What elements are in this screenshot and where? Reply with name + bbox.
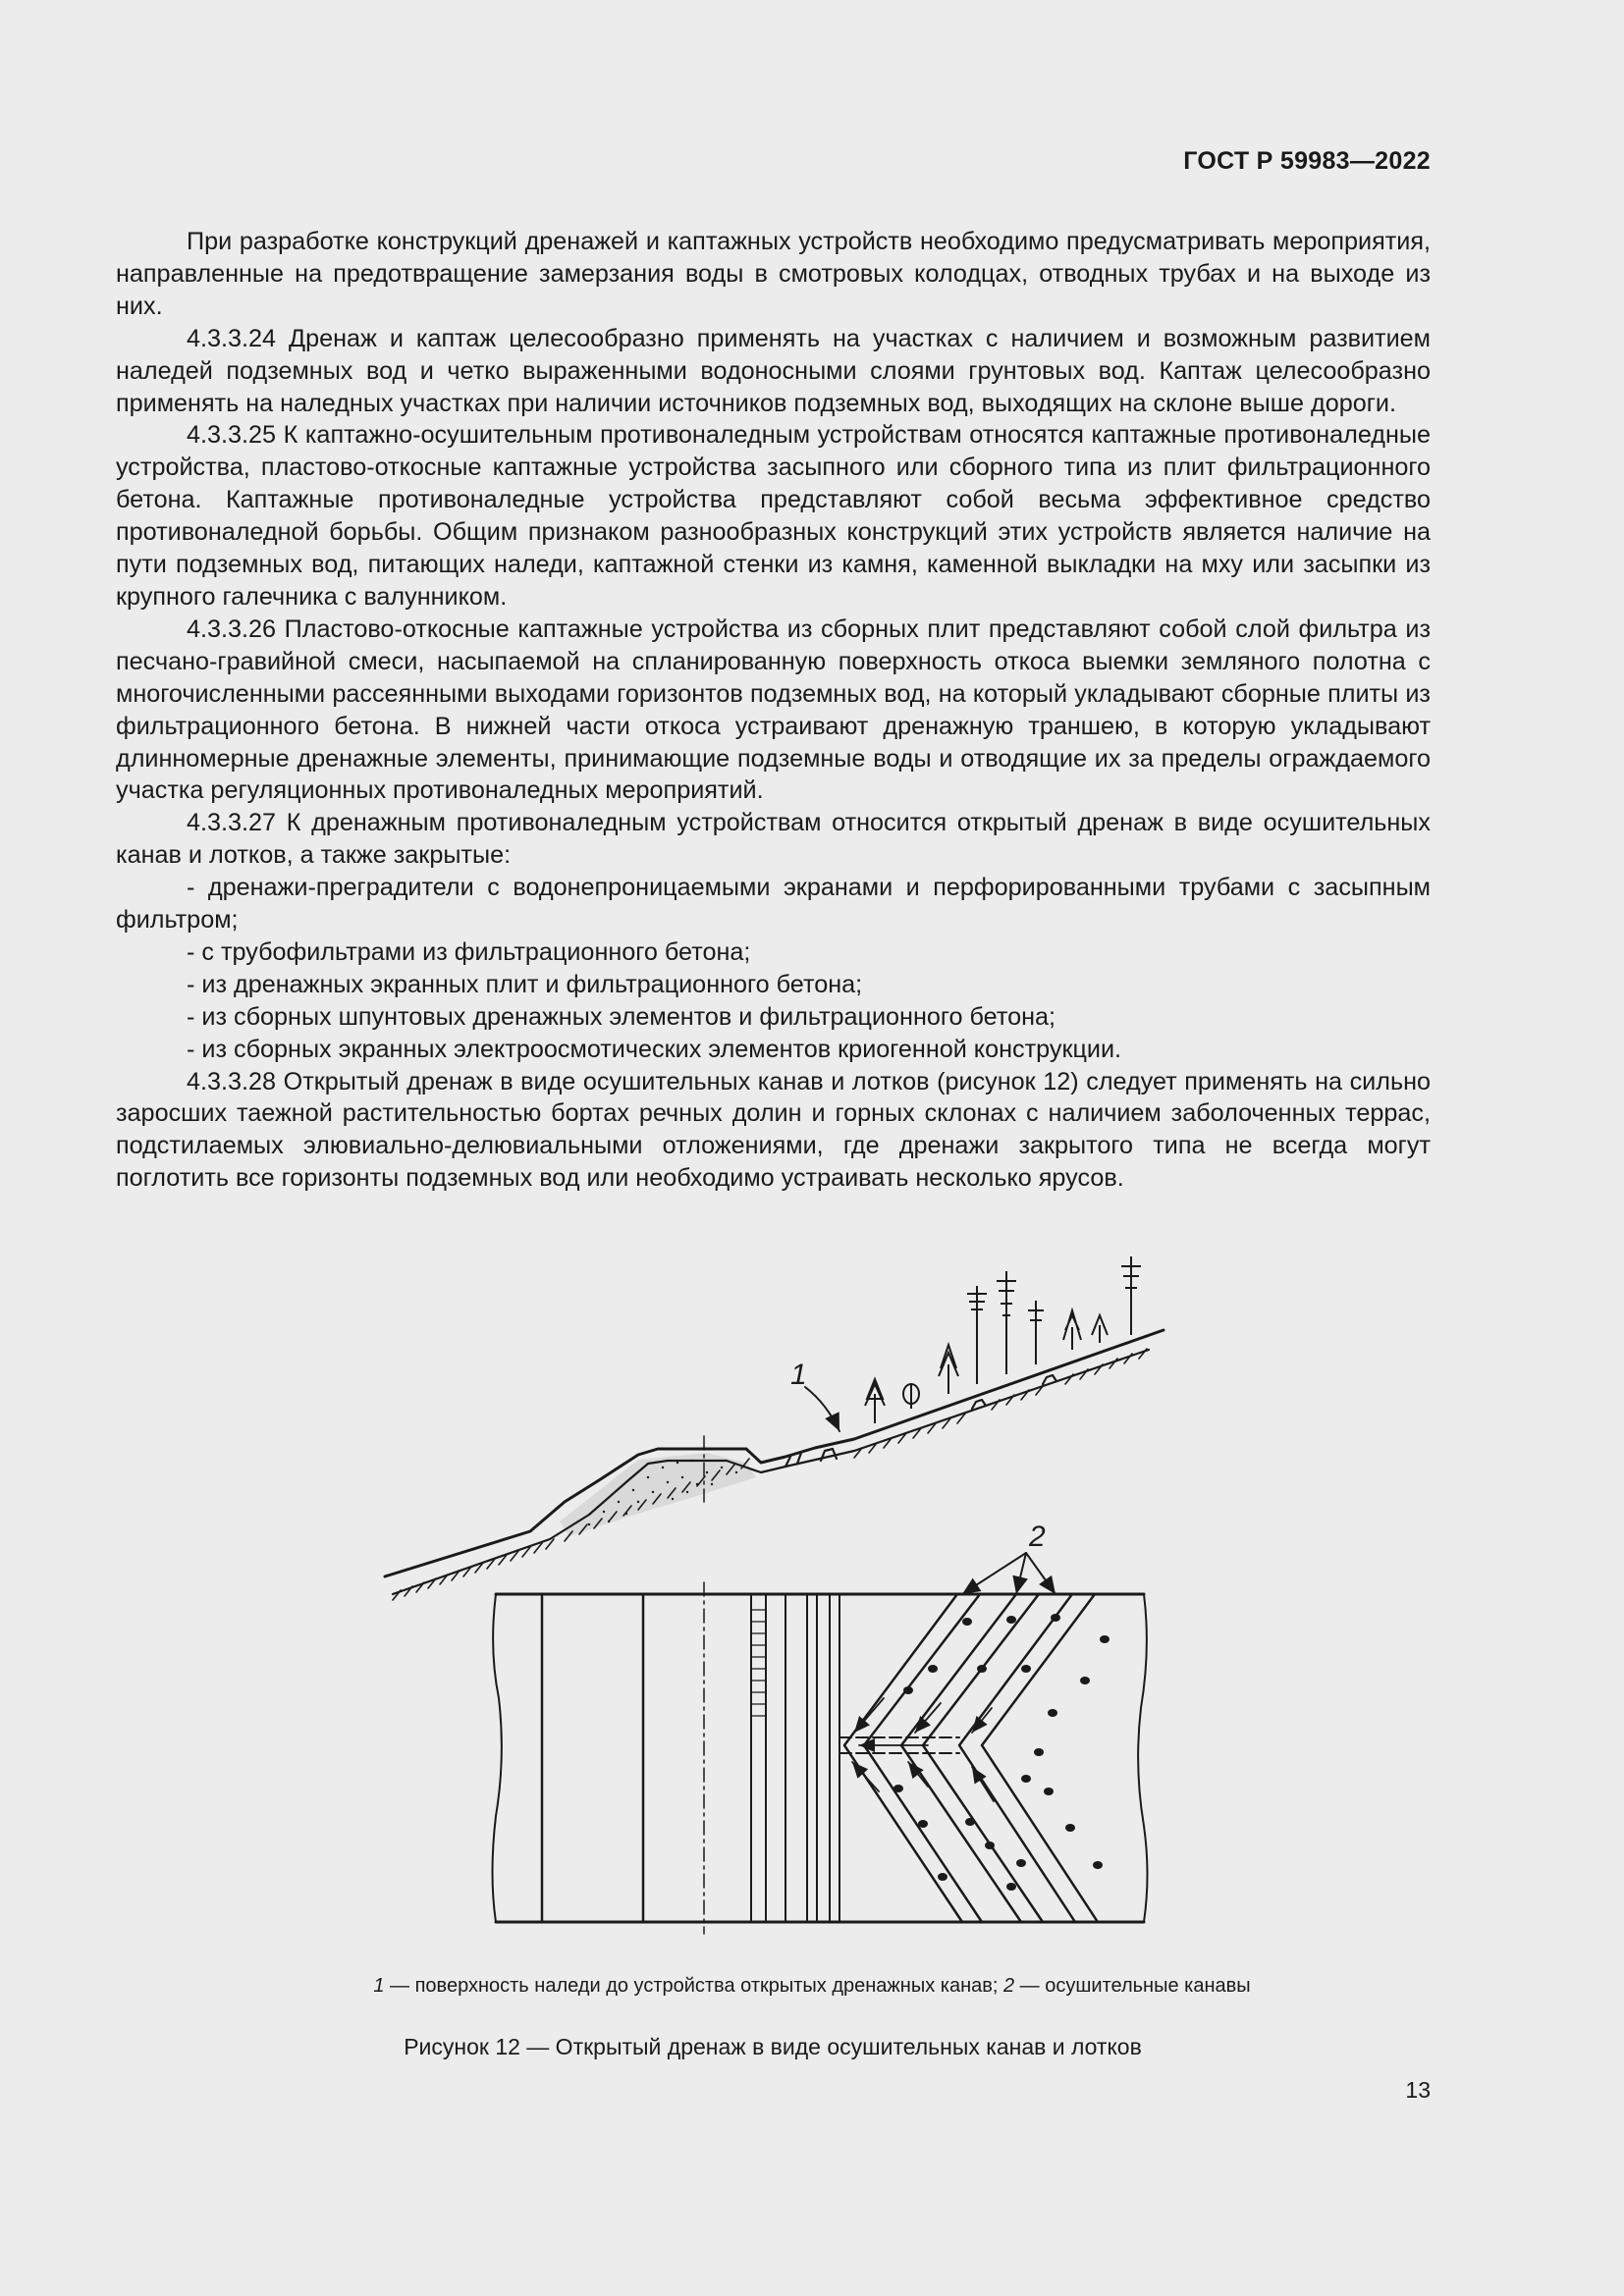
list-item: - из сборных экранных электроосмотических элементов криогенной конструкции. — [187, 1035, 1122, 1063]
tree-icon — [903, 1384, 919, 1409]
legend-text: — осушительные канавы — [1014, 1975, 1251, 1997]
list-item: - из дренажных экранных плит и фильтрационного бетона; — [187, 970, 863, 998]
tree-icon — [865, 1379, 885, 1423]
right-break-edge — [1138, 1594, 1147, 1922]
cross-section — [385, 1330, 1164, 1600]
tree-icon — [939, 1345, 958, 1394]
page-number: 13 — [1405, 2077, 1431, 2103]
document-id: ГОСТ Р 59983—2022 — [1183, 147, 1431, 175]
figure-label-2: 2 — [1029, 1521, 1046, 1553]
paragraph: 4.3.3.24 Дренаж и каптаж целесообразно применять на участках с наличием и возможным развитием наледей подземных вод и четко выраженными водоносными слоями грунтовых вод. Каптаж целесообразно применять на наледных участках при наличии источников подземных вод, выходящих на склоне выше дороги. — [116, 324, 1431, 417]
paragraph: 4.3.3.26 Пластово-откосные каптажные устройства из сборных плит представляют собой слой фильтра из песчано-гравийной смеси, насыпаемой на спланированную поверхность откоса выемки земляного полотна с многочисленными рассеянными выходами горизонтов подземных вод, на который укладывают сборные плиты из фильтрационного бетона. В нижней части откоса устраивают дренажную траншею, в которую укладывают длинномерные дренажные элементы, принимающие подземные воды и отводящие их за пределы ограждаемого участка регуляционных противоналедных мероприятий. — [116, 614, 1431, 805]
legend-number: 1 — [373, 1975, 385, 1997]
paragraph: 4.3.3.25 К каптажно-осушительным противоналедным устройствам относятся каптажные противоналедные устройства, пластово-откосные каптажные устройства засыпного или сборного типа из плит фильтрационного бетона. Каптажные противоналедные устройства представляют собой весьма эффективное средство противоналедной борьбы. Общим признаком разнообразных конструкций этих устройств является наличие на пути подземных вод, питающих наледи, каптажной стенки из камня, каменной выкладки на мху или засыпки из крупного галечника с валунником. — [116, 421, 1431, 611]
figure-label-1: 1 — [790, 1359, 807, 1391]
road-surface-outer — [385, 1330, 1164, 1576]
trees — [865, 1256, 1141, 1423]
paragraph: При разработке конструкций дренажей и каптажных устройств необходимо предусматривать мероприятия, направленные на предотвращение замерзания воды в смотровых колодцах, отводных трубах и на выходе из них. — [116, 228, 1431, 320]
tree-icon — [1028, 1301, 1044, 1364]
tree-icon — [967, 1286, 987, 1384]
leaders-2 — [962, 1553, 1056, 1594]
leader-1 — [805, 1387, 839, 1431]
body-text — [116, 226, 1431, 1195]
list-item: - дренажи-преградители с водонепроницаемыми экранами и перфорированными трубами с засыпным фильтром; — [116, 874, 1431, 934]
tree-icon — [997, 1271, 1016, 1374]
plan-view — [493, 1553, 1148, 1934]
flow-arrows — [852, 1698, 994, 1801]
road-surface-inner — [393, 1350, 1149, 1594]
tree-icon — [1121, 1256, 1141, 1335]
legend-number: 2 — [1002, 1975, 1015, 1997]
left-break-edge — [493, 1594, 502, 1922]
list-item: - из сборных шпунтовых дренажных элементов и фильтрационного бетона; — [187, 1002, 1056, 1031]
legend-text: — поверхность наледи до устройства открытых дренажных канав; — [384, 1975, 1003, 1997]
drainage-ditches — [844, 1594, 1098, 1922]
tree-icon — [1092, 1315, 1108, 1343]
list-item: - с трубофильтрами из фильтрационного бетона; — [187, 937, 751, 966]
figure-drainage-diagram — [373, 1247, 1178, 1953]
paragraph: 4.3.3.28 Открытый дренаж в виде осушительных канав и лотков (рисунок 12) следует применять на сильно заросших таежной растительностью бортах речных долин и горных склонах с наличием заболоченных террас, подстилаемых элювиально-делювиальными отложениями, где дренажи закрытого типа не всегда могут поглотить все горизонты подземных вод или необходимо устраивать несколько ярусов. — [116, 1067, 1431, 1193]
ladder-ticks — [751, 1610, 766, 1716]
paragraph: 4.3.3.27 К дренажным противоналедным устройствам относится открытый дренаж в виде осушительных канав и лотков, а также закрытые: — [116, 809, 1431, 870]
figure-caption: Рисунок 12 — Открытый дренаж в виде осушительных канав и лотков — [404, 2034, 1142, 2059]
figure-legend — [0, 1975, 1624, 1998]
tree-icon — [1063, 1310, 1081, 1350]
